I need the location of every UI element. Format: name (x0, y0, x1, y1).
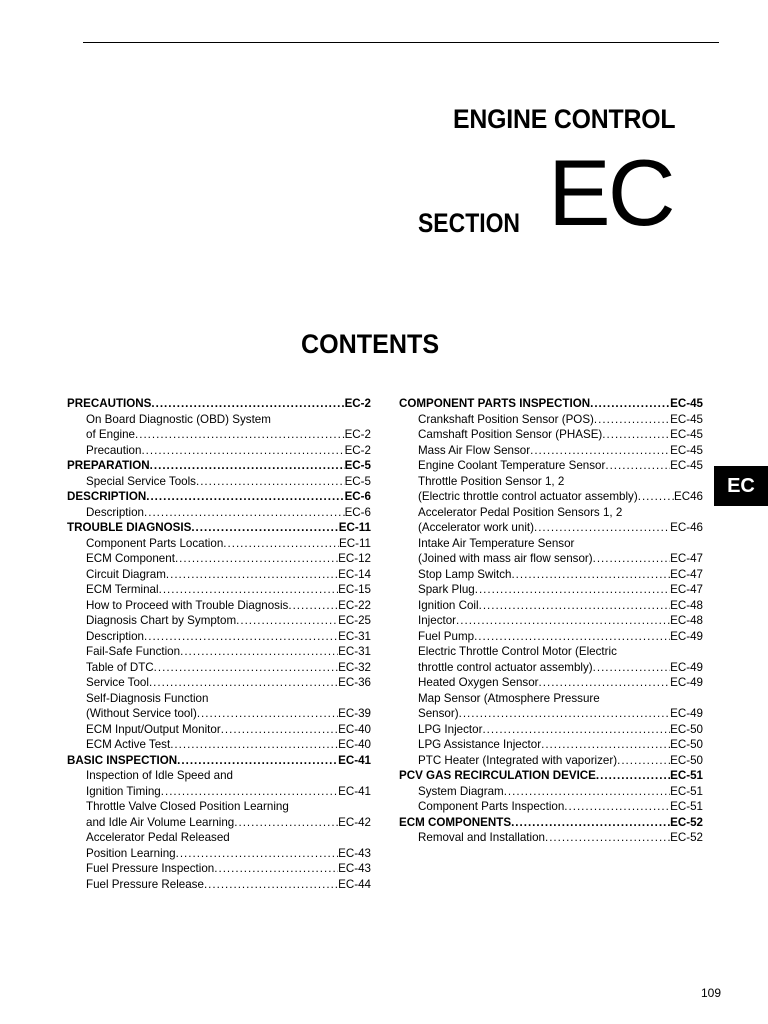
toc-entry-title: Precaution (86, 443, 142, 457)
toc-page-ref: EC-45 (670, 412, 703, 426)
section-label: SECTION (418, 208, 521, 238)
toc-page-ref: EC-45 (670, 459, 703, 472)
toc-entry[interactable] (399, 737, 703, 753)
toc-page-ref: EC-47 (670, 552, 703, 565)
toc-entry-title: Mass Air Flow Sensor (418, 443, 531, 457)
toc-entry-title: Fuel Pump (418, 629, 475, 643)
toc-dot-leader (234, 815, 338, 831)
toc-dot-leader (151, 396, 344, 412)
toc-dot-leader (146, 489, 344, 505)
toc-dot-leader (196, 474, 345, 490)
toc-dot-leader (161, 784, 338, 800)
toc-entry[interactable] (399, 644, 703, 660)
toc-page-ref: EC-49 (670, 676, 703, 689)
toc-entry-title: Removal and Installation (418, 831, 545, 844)
toc-dot-leader (221, 722, 338, 738)
toc-entry[interactable] (67, 427, 371, 443)
toc-dot-leader (154, 660, 338, 676)
toc-dot-leader (530, 443, 670, 459)
toc-entry-title: Fuel Pressure Release (86, 877, 204, 891)
manual-title: ENGINE CONTROL (453, 104, 676, 134)
toc-page-ref: EC-49 (670, 660, 703, 674)
toc-entry[interactable] (67, 737, 371, 753)
toc-entry-title: Heated Oxygen Sensor (418, 676, 539, 689)
toc-page-ref: EC-42 (338, 815, 371, 829)
toc-dot-leader (170, 737, 338, 753)
contents-heading: CONTENTS (301, 329, 440, 359)
toc-entry-title: TROUBLE DIAGNOSIS (67, 521, 192, 534)
toc-page-ref: EC-48 (670, 598, 703, 612)
toc-entry-title: Spark Plug (418, 583, 475, 596)
toc-dot-leader (456, 613, 670, 629)
toc-page-ref: EC-32 (338, 660, 371, 674)
top-rule (83, 42, 719, 43)
toc-page-ref: EC-31 (338, 629, 371, 643)
toc-entry-title: How to Proceed with Trouble Diagnosis (86, 598, 289, 612)
toc-entry-title: Component Parts Inspection (418, 800, 565, 813)
toc-dot-leader (574, 536, 703, 552)
toc-page-ref: EC-6 (344, 490, 371, 503)
toc-page-ref: EC-49 (670, 629, 703, 643)
toc-dot-leader (159, 582, 339, 598)
toc-entry-title: PTC Heater (Integrated with vaporizer) (418, 753, 618, 767)
toc-page-ref: EC-2 (344, 428, 371, 441)
toc-dot-leader (564, 474, 703, 490)
toc-page-ref: EC-51 (670, 769, 703, 782)
toc-entry-title: COMPONENT PARTS INSPECTION (399, 397, 591, 410)
toc-entry[interactable] (399, 691, 703, 707)
toc-dot-leader (141, 443, 344, 459)
toc-entry-title: Fuel Pressure Inspection (86, 862, 215, 875)
toc-entry-title: PCV GAS RECIRCULATION DEVICE (399, 769, 596, 782)
toc-right-column (399, 396, 703, 846)
toc-entry-title: (Joined with mass air flow sensor) (418, 552, 593, 565)
toc-entry[interactable] (399, 799, 703, 815)
toc-dot-leader (545, 830, 670, 846)
toc-page-ref: EC-50 (670, 753, 703, 767)
toc-page-ref: EC-50 (670, 722, 703, 736)
toc-dot-leader (208, 691, 371, 707)
toc-entry[interactable] (399, 598, 703, 614)
toc-page-ref: EC-43 (338, 846, 371, 860)
toc-entry[interactable] (67, 412, 371, 428)
toc-entry-title: Crankshaft Position Sensor (POS) (418, 412, 594, 426)
toc-dot-leader (590, 396, 670, 412)
toc-dot-leader (197, 706, 338, 722)
toc-entry[interactable] (67, 443, 371, 459)
toc-page-ref: EC-14 (338, 567, 371, 581)
toc-page-ref: EC-12 (338, 552, 371, 565)
toc-dot-leader (541, 737, 670, 753)
toc-entry[interactable] (399, 505, 703, 521)
toc-section-entry[interactable] (399, 815, 703, 831)
toc-left-column (67, 396, 371, 892)
toc-entry-title: Stop Lamp Switch (418, 567, 512, 581)
toc-entry[interactable] (399, 830, 703, 846)
toc-entry[interactable] (399, 629, 703, 645)
toc-page-ref: EC-47 (670, 583, 703, 596)
toc-page-ref: EC-41 (338, 753, 371, 767)
toc-entry[interactable] (67, 799, 371, 815)
toc-dot-leader (605, 458, 670, 474)
toc-dot-leader (233, 768, 371, 784)
toc-page-ref: EC-39 (338, 707, 371, 720)
toc-entry[interactable] (67, 861, 371, 877)
toc-dot-leader (150, 458, 345, 474)
toc-entry-title: ECM Active Test (86, 738, 171, 751)
toc-entry[interactable] (67, 613, 371, 629)
toc-entry-title: System Diagram (418, 784, 504, 798)
toc-entry-title: Camshaft Position Sensor (PHASE) (418, 428, 603, 441)
toc-entry[interactable] (399, 412, 703, 428)
toc-entry-title: Table of DTC (86, 660, 154, 674)
toc-entry-title: Description (86, 629, 144, 643)
toc-dot-leader (482, 722, 670, 738)
toc-entry-title: Inspection of Idle Speed and (86, 769, 233, 782)
toc-dot-leader (230, 830, 371, 846)
toc-entry[interactable] (399, 613, 703, 629)
toc-dot-leader (511, 567, 670, 583)
toc-dot-leader (204, 877, 338, 893)
toc-page-ref: EC-47 (670, 567, 703, 581)
toc-entry[interactable] (399, 784, 703, 800)
toc-dot-leader (288, 598, 338, 614)
toc-page-ref: EC-45 (670, 443, 703, 457)
toc-dot-leader (594, 412, 670, 428)
toc-page-ref: EC-51 (670, 800, 703, 813)
toc-entry[interactable] (67, 691, 371, 707)
toc-page-ref: EC-6 (344, 505, 371, 519)
toc-entry[interactable] (67, 722, 371, 738)
toc-page-ref: EC-11 (338, 521, 371, 534)
toc-dot-leader (593, 660, 670, 676)
toc-entry-title: Throttle Valve Closed Position Learning (86, 800, 289, 813)
toc-page-ref: EC-31 (338, 645, 371, 658)
toc-page-ref: EC-36 (338, 676, 371, 689)
page-number: 109 (701, 986, 722, 1000)
toc-page-ref: EC-5 (344, 459, 371, 472)
toc-page-ref: EC-44 (338, 877, 371, 891)
toc-entry-title: Description (86, 505, 144, 519)
toc-entry-title: (Accelerator work unit) (418, 521, 534, 534)
toc-entry[interactable] (399, 427, 703, 443)
toc-dot-leader (534, 520, 670, 536)
toc-entry-title: Sensor) (418, 707, 459, 720)
toc-entry-title: Component Parts Location (86, 536, 224, 550)
toc-page-ref: EC46 (673, 490, 703, 503)
toc-entry[interactable] (399, 567, 703, 583)
toc-dot-leader (600, 691, 703, 707)
toc-entry-title: LPG Assistance Injector (418, 738, 542, 751)
toc-dot-leader (593, 551, 671, 567)
toc-entry-title: throttle control actuator assembly) (418, 660, 593, 674)
toc-dot-leader (622, 505, 703, 521)
toc-dot-leader (191, 520, 338, 536)
toc-page-ref: EC-2 (344, 397, 371, 410)
toc-page-ref: EC-52 (670, 815, 703, 829)
toc-entry[interactable] (399, 443, 703, 459)
toc-entry-title: Self-Diagnosis Function (86, 691, 209, 705)
toc-page-ref: EC-11 (338, 536, 371, 550)
toc-entry[interactable] (399, 489, 703, 505)
toc-dot-leader (149, 675, 338, 691)
toc-entry-title: Fail-Safe Function (86, 645, 181, 658)
toc-entry-title: of Engine (86, 428, 135, 441)
toc-dot-leader (479, 598, 671, 614)
toc-dot-leader (271, 412, 371, 428)
toc-entry-title: BASIC INSPECTION (67, 753, 178, 767)
toc-entry[interactable] (399, 551, 703, 567)
toc-entry[interactable] (67, 598, 371, 614)
toc-entry[interactable] (67, 644, 371, 660)
toc-entry[interactable] (67, 629, 371, 645)
toc-entry[interactable] (67, 474, 371, 490)
toc-entry[interactable] (67, 675, 371, 691)
toc-page-ref: EC-41 (338, 784, 371, 798)
toc-page-ref: EC-52 (670, 831, 703, 844)
toc-page-ref: EC-43 (338, 862, 371, 875)
toc-page-ref: EC-46 (670, 521, 703, 534)
toc-entry-title: Injector (418, 614, 457, 627)
toc-entry-title: Position Learning (86, 846, 176, 860)
toc-entry[interactable] (399, 474, 703, 490)
toc-page-ref: EC-51 (670, 784, 703, 798)
toc-entry-title: ECM Terminal (86, 583, 159, 596)
toc-page-ref: EC-2 (344, 443, 371, 457)
toc-entry[interactable] (399, 458, 703, 474)
toc-dot-leader (144, 629, 338, 645)
toc-entry[interactable] (399, 520, 703, 536)
toc-entry[interactable] (67, 877, 371, 893)
toc-section-entry[interactable] (67, 753, 371, 769)
toc-page-ref: EC-49 (670, 707, 703, 720)
toc-entry-title: PRECAUTIONS (67, 397, 152, 410)
toc-entry-title: Throttle Position Sensor 1, 2 (418, 474, 565, 488)
toc-entry-title: Special Service Tools (86, 474, 196, 488)
toc-section-entry[interactable] (399, 768, 703, 784)
toc-page-ref: EC-45 (670, 428, 703, 441)
toc-dot-leader (511, 815, 670, 831)
toc-entry[interactable] (399, 753, 703, 769)
toc-entry[interactable] (399, 675, 703, 691)
toc-page-ref: EC-48 (670, 614, 703, 627)
toc-dot-leader (223, 536, 339, 552)
toc-entry-title: ECM Input/Output Monitor (86, 722, 221, 736)
toc-dot-leader (236, 613, 338, 629)
toc-entry[interactable] (67, 846, 371, 862)
toc-entry[interactable] (399, 536, 703, 552)
toc-dot-leader (135, 427, 345, 443)
toc-entry-title: Intake Air Temperature Sensor (418, 536, 575, 550)
toc-page-ref: EC-50 (670, 738, 703, 751)
toc-dot-leader (176, 846, 339, 862)
toc-dot-leader (539, 675, 671, 691)
toc-entry[interactable] (399, 582, 703, 598)
toc-entry[interactable] (67, 536, 371, 552)
toc-entry[interactable] (67, 582, 371, 598)
toc-dot-leader (602, 427, 670, 443)
toc-entry[interactable] (67, 830, 371, 846)
section-side-tab[interactable]: EC (714, 466, 768, 506)
toc-entry-title: (Without Service tool) (86, 707, 197, 720)
toc-entry[interactable] (67, 551, 371, 567)
toc-entry-title: Engine Coolant Temperature Sensor (418, 459, 606, 472)
toc-dot-leader (180, 644, 338, 660)
toc-dot-leader (144, 505, 345, 521)
toc-section-entry[interactable] (67, 489, 371, 505)
toc-entry-title: PREPARATION (67, 459, 150, 472)
toc-entry-title: Service Tool (86, 676, 149, 689)
toc-entry[interactable] (67, 660, 371, 676)
toc-entry[interactable] (67, 706, 371, 722)
toc-section-entry[interactable] (67, 520, 371, 536)
toc-entry-title: Map Sensor (Atmosphere Pressure (418, 691, 600, 705)
section-code: EC (548, 140, 673, 245)
toc-entry-title: LPG Injector (418, 722, 483, 736)
toc-entry-title: Accelerator Pedal Released (86, 831, 230, 844)
toc-dot-leader (474, 629, 670, 645)
toc-entry-title: (Electric throttle control actuator assembly) (418, 490, 638, 503)
toc-entry-title: Diagnosis Chart by Symptom (86, 614, 237, 627)
toc-entry-title: Ignition Coil (418, 598, 479, 612)
toc-entry-title: ECM COMPONENTS (399, 815, 512, 829)
toc-entry-title: Circuit Diagram (86, 567, 166, 581)
toc-dot-leader (289, 799, 371, 815)
toc-dot-leader (177, 753, 338, 769)
toc-entry-title: DESCRIPTION (67, 490, 147, 503)
toc-page-ref: EC-15 (338, 583, 371, 596)
toc-entry[interactable] (67, 567, 371, 583)
toc-entry[interactable] (67, 505, 371, 521)
toc-page-ref: EC-5 (344, 474, 371, 488)
toc-dot-leader (459, 706, 671, 722)
toc-entry-title: Accelerator Pedal Position Sensors 1, 2 (418, 505, 623, 519)
toc-section-entry[interactable] (399, 396, 703, 412)
toc-entry[interactable] (399, 722, 703, 738)
toc-page-ref: EC-40 (338, 738, 371, 751)
toc-dot-leader (504, 784, 670, 800)
toc-page-ref: EC-25 (338, 614, 371, 627)
toc-page-ref: EC-22 (338, 598, 371, 612)
toc-page-ref: EC-45 (670, 397, 703, 410)
toc-entry[interactable] (67, 768, 371, 784)
toc-section-entry[interactable] (67, 396, 371, 412)
toc-entry-title: Ignition Timing (86, 784, 161, 798)
toc-entry-title: Electric Throttle Control Motor (Electric (418, 645, 617, 658)
toc-dot-leader (166, 567, 338, 583)
toc-dot-leader (214, 861, 338, 877)
toc-dot-leader (617, 753, 670, 769)
toc-entry-title: and Idle Air Volume Learning (86, 815, 235, 829)
toc-dot-leader (617, 644, 703, 660)
toc-dot-leader (475, 582, 670, 598)
toc-entry-title: ECM Component (86, 552, 175, 565)
toc-entry[interactable] (399, 706, 703, 722)
toc-entry[interactable] (399, 660, 703, 676)
toc-entry-title: On Board Diagnostic (OBD) System (86, 412, 271, 426)
toc-entry[interactable] (67, 815, 371, 831)
toc-section-entry[interactable] (67, 458, 371, 474)
toc-dot-leader (564, 799, 670, 815)
toc-dot-leader (596, 768, 670, 784)
toc-dot-leader (175, 551, 338, 567)
toc-dot-leader (638, 489, 674, 505)
toc-page-ref: EC-40 (338, 722, 371, 736)
toc-entry[interactable] (67, 784, 371, 800)
